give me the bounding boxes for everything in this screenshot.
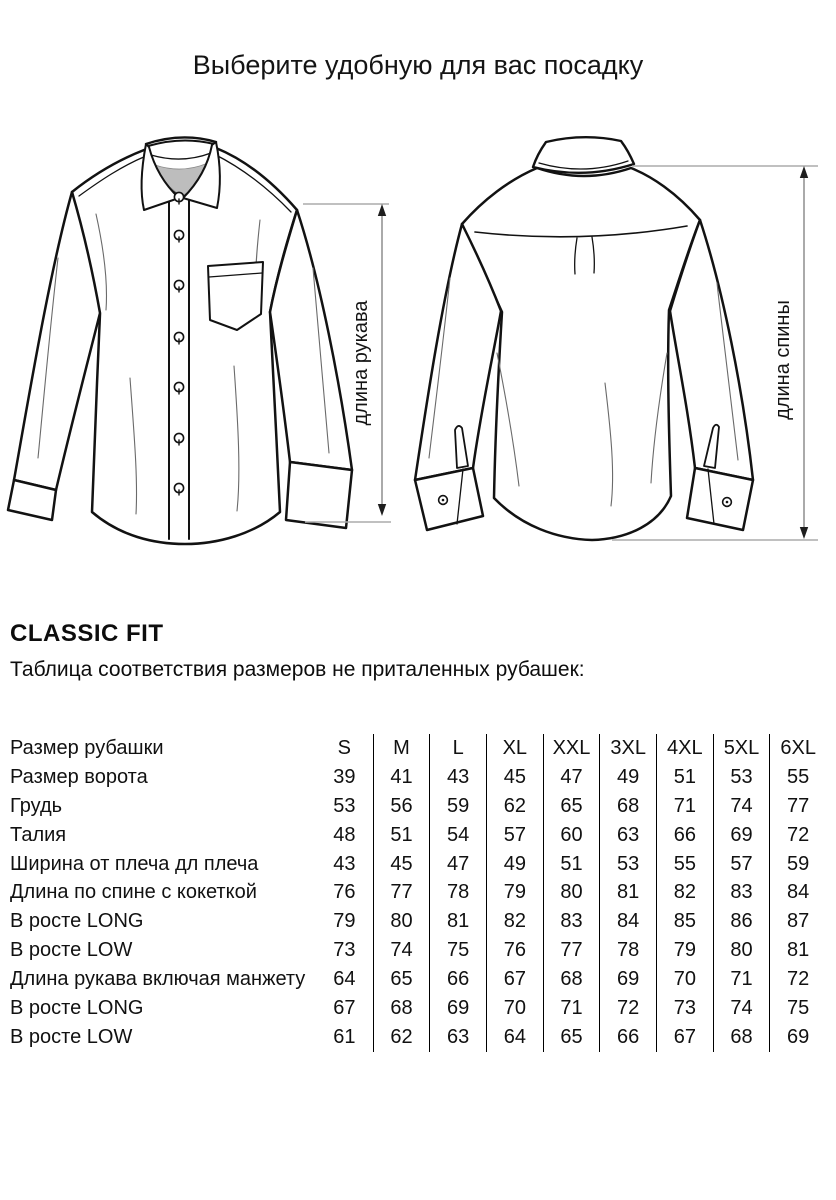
size-value: 73 [333,939,356,962]
table-row [10,821,826,850]
row-label: Длина по спине с кокеткой [10,881,257,904]
size-value: 61 [333,1025,356,1048]
size-value: 67 [486,965,543,994]
arrowhead-up-icon [378,204,386,216]
size-value: 79 [656,936,713,965]
size-column-header: M [373,734,430,763]
size-value: 43 [333,852,356,875]
size-value: 76 [486,936,543,965]
size-value: 45 [486,763,543,792]
size-value: 77 [373,878,430,907]
row-label: В росте LONG [10,996,144,1019]
size-value: 55 [769,763,826,792]
size-value: 78 [429,878,486,907]
size-column-header: XL [486,734,543,763]
size-value: 71 [656,792,713,821]
size-value: 67 [656,1023,713,1052]
size-value: 81 [769,936,826,965]
size-value: 59 [429,792,486,821]
row-label: Ширина от плеча дл плеча [10,852,259,875]
size-value: 54 [429,821,486,850]
arrowhead-up-icon [800,166,808,178]
size-value: 43 [429,763,486,792]
size-value: 69 [429,994,486,1023]
table-row [10,907,826,936]
size-value: 69 [769,1023,826,1052]
size-value: 48 [333,823,356,846]
size-value: 84 [769,878,826,907]
row-label: В росте LOW [10,1025,133,1048]
size-value: 66 [599,1023,656,1052]
size-value: 53 [599,850,656,879]
size-column-header: S [337,737,351,759]
size-value: 74 [373,936,430,965]
row-label: В росте LOW [10,939,133,962]
table-row [10,878,826,907]
size-value: 82 [486,907,543,936]
size-value: 68 [373,994,430,1023]
size-value: 41 [373,763,430,792]
row-label: Талия [10,823,67,846]
size-value: 72 [769,965,826,994]
size-value: 66 [656,821,713,850]
size-value: 60 [543,821,600,850]
size-value: 81 [599,878,656,907]
size-value: 49 [486,850,543,879]
row-label: Длина рукава включая манжету [10,968,306,991]
back-length-label: длина спины [772,300,794,420]
size-value: 70 [486,994,543,1023]
table-row [10,792,826,821]
size-value: 82 [656,878,713,907]
size-value: 83 [713,878,770,907]
size-value: 64 [486,1023,543,1052]
size-value: 75 [769,994,826,1023]
size-column-header: 5XL [713,734,770,763]
size-value: 72 [599,994,656,1023]
size-value: 65 [543,792,600,821]
table-row [10,994,826,1023]
shirt-measurement-diagram [0,120,836,570]
size-value: 47 [543,763,600,792]
size-column-header: 6XL [769,734,826,763]
size-value: 72 [769,821,826,850]
page-title: Выберите удобную для вас посадку [192,50,644,80]
size-value: 69 [713,821,770,850]
table-row [10,850,826,879]
row-label: Размер рубашки [10,736,164,759]
table-header-row [10,734,826,763]
fit-heading: CLASSIC FIT [10,620,164,647]
size-value: 66 [429,965,486,994]
size-value: 67 [333,997,356,1020]
size-value: 71 [713,965,770,994]
size-value: 83 [543,907,600,936]
size-value: 47 [429,850,486,879]
size-value: 51 [373,821,430,850]
size-value: 78 [599,936,656,965]
size-value: 53 [713,763,770,792]
size-value: 56 [373,792,430,821]
shirt-back-drawing [415,137,753,540]
size-value: 79 [486,878,543,907]
size-value: 80 [373,907,430,936]
table-row [10,1023,826,1052]
size-value: 57 [486,821,543,850]
size-value: 70 [656,965,713,994]
size-value: 53 [333,794,356,817]
size-value: 68 [713,1023,770,1052]
table-row [10,965,826,994]
size-column-header: XXL [543,734,600,763]
size-value: 74 [713,792,770,821]
size-value: 85 [656,907,713,936]
size-value: 64 [333,968,356,991]
table-row [10,763,826,792]
size-value: 68 [543,965,600,994]
size-value: 49 [599,763,656,792]
size-value: 74 [713,994,770,1023]
size-value: 81 [429,907,486,936]
size-table [10,734,826,1052]
arrowhead-down-icon [800,527,808,539]
size-value: 65 [543,1023,600,1052]
size-value: 84 [599,907,656,936]
size-value: 79 [333,910,356,933]
size-value: 73 [656,994,713,1023]
size-value: 59 [769,850,826,879]
size-value: 80 [543,878,600,907]
sleeve-length-label: длина рукава [350,300,372,426]
row-label: Грудь [10,794,63,817]
size-value: 76 [333,881,356,904]
row-label: Размер ворота [10,765,148,788]
size-value: 51 [543,850,600,879]
size-value: 45 [373,850,430,879]
size-value: 71 [543,994,600,1023]
size-column-header: 3XL [599,734,656,763]
size-column-header: 4XL [656,734,713,763]
size-value: 77 [769,792,826,821]
size-column-header: L [429,734,486,763]
size-value: 62 [486,792,543,821]
row-label: В росте LONG [10,910,144,933]
size-value: 57 [713,850,770,879]
table-row [10,936,826,965]
size-value: 68 [599,792,656,821]
size-value: 62 [373,1023,430,1052]
shirt-front-drawing [8,137,352,544]
size-value: 63 [599,821,656,850]
size-value: 39 [333,765,356,788]
size-value: 77 [543,936,600,965]
size-value: 55 [656,850,713,879]
arrowhead-down-icon [378,504,386,516]
size-value: 65 [373,965,430,994]
fit-subtitle: Таблица соответствия размеров не приталенных рубашек: [10,658,585,681]
size-value: 69 [599,965,656,994]
size-value: 87 [769,907,826,936]
size-value: 51 [656,763,713,792]
size-value: 86 [713,907,770,936]
size-value: 75 [429,936,486,965]
size-value: 80 [713,936,770,965]
size-value: 63 [429,1023,486,1052]
